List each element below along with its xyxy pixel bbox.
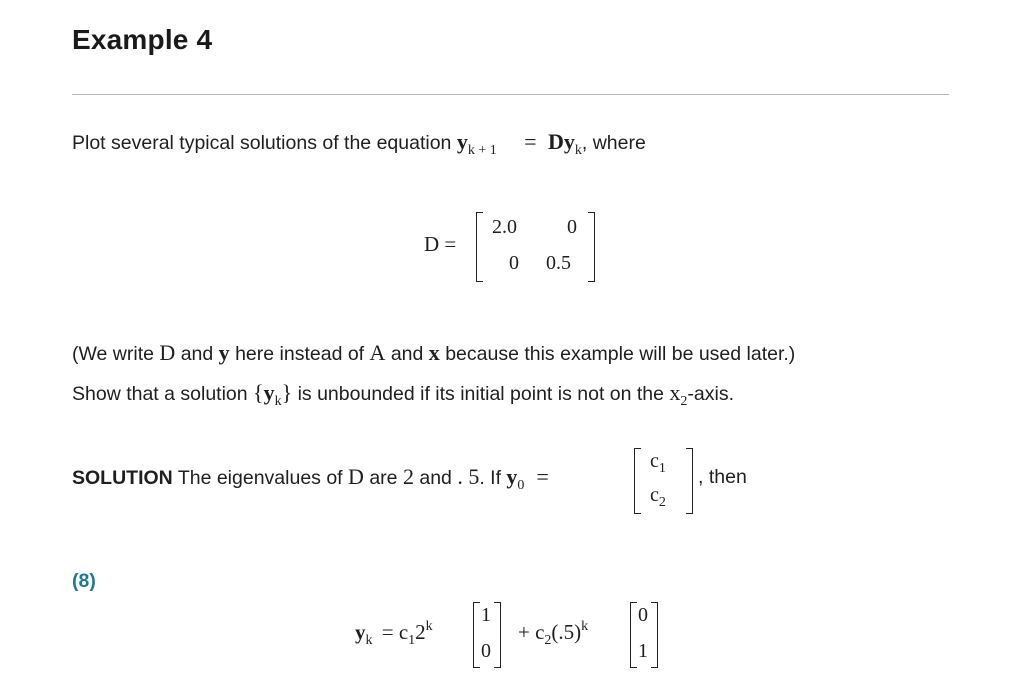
note-D: D xyxy=(159,340,176,365)
matrix-left-bracket xyxy=(476,212,483,282)
show-brace-close: } xyxy=(281,380,293,405)
solution-text: The eigenvalues of xyxy=(172,467,349,489)
note-text: here instead of xyxy=(229,343,370,365)
vector-left-bracket xyxy=(634,448,641,514)
eq8-lhs: $y_k = c_12^k$ xyxy=(355,619,433,648)
divider xyxy=(72,94,949,95)
solution-y: y xyxy=(506,464,518,489)
eq8-vec2-right xyxy=(651,602,658,668)
eq8-vec1-right xyxy=(494,602,501,668)
note-text: because this example will be used later.) xyxy=(439,343,796,365)
solution-eq: = xyxy=(536,464,549,489)
eq8-vec2-cell: 1 xyxy=(638,640,648,662)
eq-tail: , where xyxy=(581,132,646,154)
eq8-vec1-cell: 1 xyxy=(481,604,491,626)
note-text: and xyxy=(175,343,219,365)
vector-cell: $c_1$ xyxy=(650,450,666,476)
matrix-cell: 0 xyxy=(509,252,519,274)
eq-D: D xyxy=(547,129,564,154)
eq-y: y xyxy=(456,129,468,154)
eq8-vec2-left xyxy=(630,602,637,668)
equation-8 xyxy=(355,600,675,670)
show-k: k xyxy=(274,394,282,409)
show-brace-open: { xyxy=(253,380,264,405)
show-two: 2 xyxy=(680,394,688,409)
solution-D: D xyxy=(348,464,364,489)
solution-zero: 0 xyxy=(517,478,525,493)
eq8-vec1-left xyxy=(473,602,480,668)
solution-v1: 2 xyxy=(402,464,414,489)
vector-right-bracket xyxy=(686,448,693,514)
solution-tail: , then xyxy=(698,466,747,488)
matrix-cell: 0 xyxy=(567,216,577,238)
page-title: Example 4 xyxy=(72,24,213,55)
note-y: y xyxy=(218,340,230,365)
note-line xyxy=(72,341,795,366)
matrix-cell: 2.0 xyxy=(492,216,517,238)
show-text: -axis. xyxy=(687,383,735,405)
vector-cell: $c_2$ xyxy=(650,484,666,510)
show-y: y xyxy=(263,380,275,405)
problem-statement xyxy=(72,130,646,158)
solution-v2: . 5 xyxy=(457,464,480,489)
matrix-D xyxy=(472,212,602,282)
equation-number: (8) xyxy=(72,570,96,592)
show-line xyxy=(72,381,734,409)
eq-yk-k: k xyxy=(574,143,582,158)
eq8-vec1-cell: 0 xyxy=(481,640,491,662)
problem-intro: Plot several typical solutions of the equation xyxy=(72,132,457,154)
solution-text: and xyxy=(413,467,458,489)
eq8-vec2-cell: 0 xyxy=(638,604,648,626)
solution-label: SOLUTION xyxy=(72,467,173,489)
show-x: x xyxy=(669,380,681,405)
solution-text: are xyxy=(363,467,403,489)
matrix-right-bracket xyxy=(588,212,595,282)
show-text: Show that a solution xyxy=(72,383,254,405)
show-text: is unbounded if its initial point is not on the xyxy=(292,383,670,405)
solution-line xyxy=(72,465,549,493)
eq-k1: k + 1 xyxy=(467,143,497,158)
note-x: x xyxy=(428,340,440,365)
note-A: A xyxy=(369,340,386,365)
eq-equals: = xyxy=(524,129,537,154)
vector-c xyxy=(634,448,694,514)
note-text: and xyxy=(385,343,429,365)
matrix-cell: 0.5 xyxy=(546,252,571,274)
note-text: (We write xyxy=(72,343,160,365)
matrix-label: D = xyxy=(424,232,457,256)
solution-text: . If xyxy=(479,467,507,489)
eq-yk-y: y xyxy=(563,129,575,154)
eq8-term2: + $c_2(.5)^k$ xyxy=(518,619,589,648)
